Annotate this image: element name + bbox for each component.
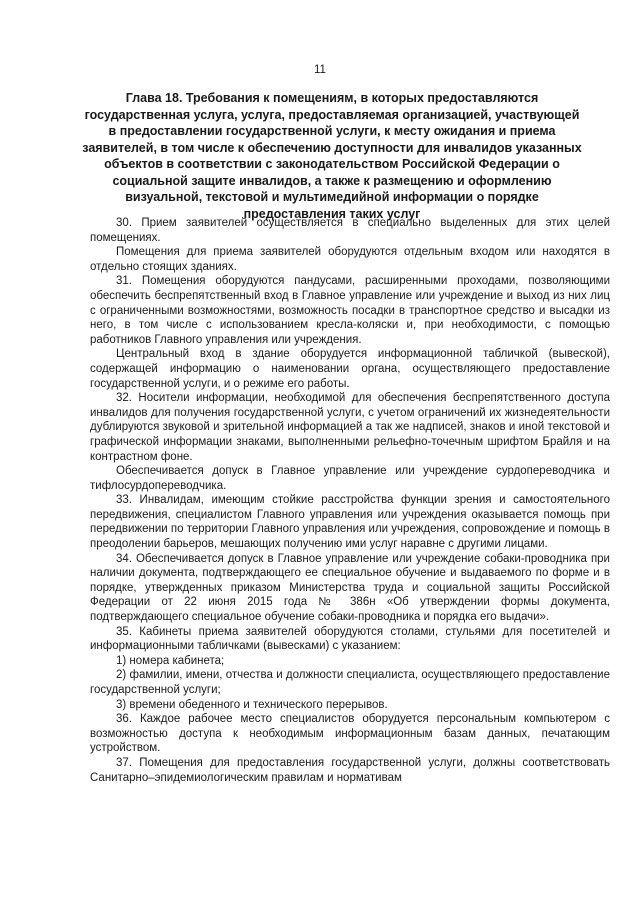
paragraph-31-signage: Центральный вход в здание оборудуется информационной табличкой (вывеской), содержащей информацию о наименовании органа, осуществляющего предоставление государственной услуги, и о режиме его работы. (90, 348, 610, 390)
paragraph-32-interpreters: Обеспечивается допуск в Главное управление или учреждение сурдопереводчика и тифлосурдопереводчика. (90, 465, 610, 492)
paragraph-35: 35. Кабинеты приема заявителей оборудуются столами, стульями для посетителей и информационными табличками (вывесками) с указанием: (90, 625, 610, 653)
paragraph-30: 30. Прием заявителей осуществляется в специально выделенных для этих целей помещениях. (90, 217, 610, 244)
page-number: 11 (314, 64, 326, 76)
chapter-heading: Глава 18. Требования к помещениям, в которых предоставляются государственная услуга, услуга, предоставляемая организацией, участвующей в предоставлении государственной услуги, к месту ожидания и приема заявителей, в том числе к обеспечению доступности для инвалидов указанных объектов в соответствии с законодательством Российской Федерации о социальной защите инвалидов, а также к размещению и оформлению визуальной, текстовой и мультимедийной информации о порядке предоставления таких услуг (82, 91, 582, 221)
paragraph-34: 34. Обеспечивается допуск в Главное управление или учреждение собаки-проводника при наличии документа, подтверждающего ее специальное обучение и выдаваемого по форме и в порядке, утвержденных приказом Министерства труда и социальной защиты Российской Федерации от 22 июня 2015 года № 386н «Об утверждении формы документа, подтверждающего специальное обучение собаки-проводника и порядка его выдачи». (90, 552, 610, 624)
list-item-3: 3) времени обеденного и технического перерывов. (116, 698, 388, 711)
paragraph-33: 33. Инвалидам, имеющим стойкие расстройства функции зрения и самостоятельного передвижения, специалистом Главного управления или учреждения оказывается помощь при передвижении по территории Главного управления или учреждения, сопровождение и помощь в преодолении барьеров, мешающих получению ими услуг наравне с другими лицами. (90, 494, 610, 551)
paragraph-37: 37. Помещения для предоставления государственной услуги, должны соответствовать Санитарно–эпидемиологическим правилам и нормативам (90, 756, 610, 784)
list-item-1: 1) номера кабинета; (116, 654, 225, 667)
paragraph-36: 36. Каждое рабочее место специалистов оборудуется персональным компьютером с возможностью доступа к необходимым информационным базам данных, печатающим устройством. (90, 713, 610, 755)
paragraph-31: 31. Помещения оборудуются пандусами, расширенными проходами, позволяющими обеспечить беспрепятственный вход в Главное управление или учреждение и выход из них лиц с ограниченными возможностями, возможность посадки в транспортное средство и высадки из него, в том числе с использованием кресла-коляски и, при необходимости, с помощью работников Главного управления или учреждения. (90, 275, 610, 346)
paragraph-30-entrance: Помещения для приема заявителей оборудуются отдельным входом или находятся в отдельно стоящих зданиях. (90, 246, 610, 273)
body-text (90, 216, 610, 785)
list-item-2: 2) фамилии, имени, отчества и должности специалиста, осуществляющего предоставление государственной услуги; (90, 669, 610, 696)
paragraph-32: 32. Носители информации, необходимой для обеспечения беспрепятственного доступа инвалидов для получения государственной услуги, с учетом ограничений их жизнедеятельности дублируются звуковой и зрительной информацией а так же надписей, знаков и иной текстовой и графической информации знаками, выполненными рельефно-точечным шрифтом Брайля и на контрастном фоне. (90, 392, 610, 463)
